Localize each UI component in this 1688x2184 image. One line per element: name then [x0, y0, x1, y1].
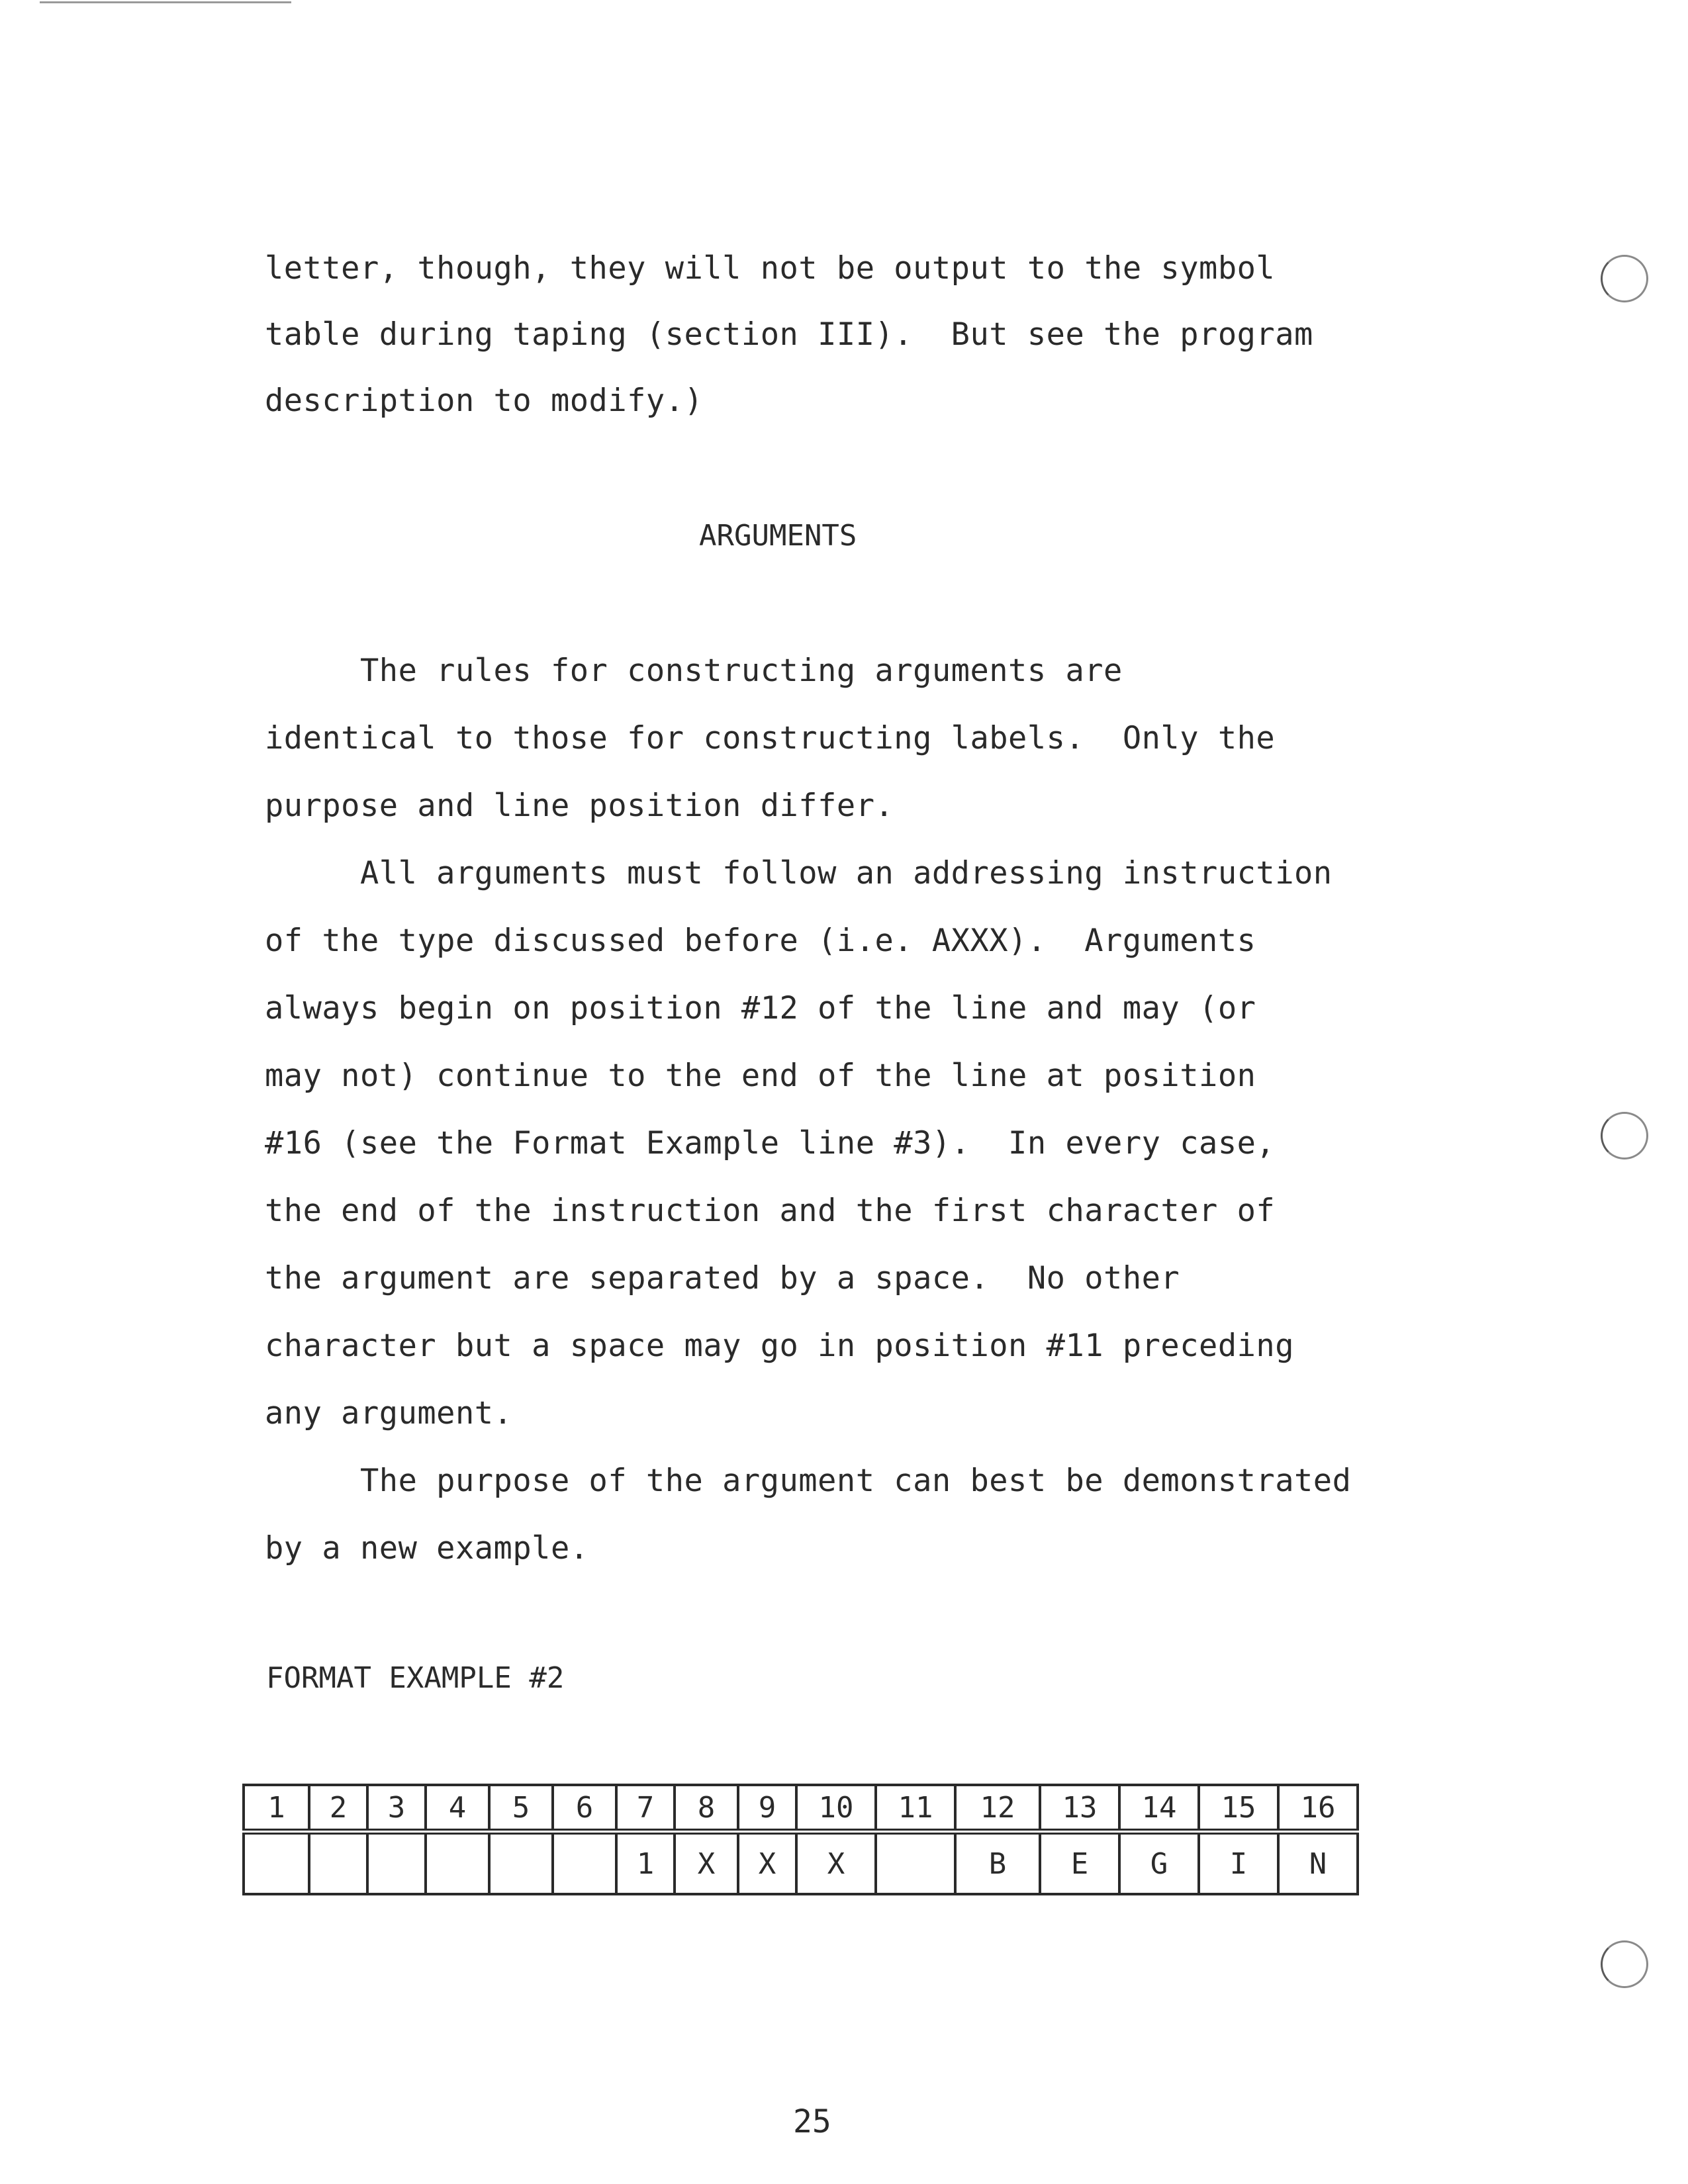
- position-cell: 13: [1040, 1785, 1119, 1832]
- paragraph-line: character but a space may go in position #11 preceding: [265, 1328, 1295, 1364]
- position-cell: 11: [876, 1785, 955, 1832]
- paragraph-line: the end of the instruction and the first character of: [265, 1193, 1276, 1229]
- value-cell: [367, 1832, 426, 1895]
- format-example-title: FORMAT EXAMPLE #2: [266, 1661, 565, 1695]
- value-cell: [876, 1832, 955, 1895]
- binder-hole-top: [1601, 255, 1648, 302]
- value-cell: G: [1119, 1832, 1199, 1895]
- position-cell: 1: [244, 1785, 309, 1832]
- position-cell: 12: [955, 1785, 1040, 1832]
- value-cell: [553, 1832, 616, 1895]
- paragraph-line: #16 (see the Format Example line #3). In every case,: [265, 1125, 1276, 1161]
- paragraph-line: identical to those for constructing labels. Only the: [265, 720, 1276, 756]
- paragraph-line: by a new example.: [265, 1530, 589, 1567]
- position-cell: 7: [616, 1785, 675, 1832]
- position-cell: 5: [489, 1785, 553, 1832]
- body-line: description to modify.): [265, 383, 704, 419]
- value-cell: I: [1199, 1832, 1278, 1895]
- value-cell: [244, 1832, 309, 1895]
- position-cell: 4: [426, 1785, 489, 1832]
- scan-top-rule: [40, 1, 291, 3]
- value-cell: X: [796, 1832, 876, 1895]
- value-cell: X: [738, 1832, 796, 1895]
- position-cell: 8: [675, 1785, 738, 1832]
- paragraph-line: The purpose of the argument can best be demonstrated: [265, 1463, 1352, 1499]
- position-cell: 10: [796, 1785, 876, 1832]
- page-number: 25: [793, 2103, 831, 2140]
- position-cell: 14: [1119, 1785, 1199, 1832]
- position-cell: 6: [553, 1785, 616, 1832]
- value-cell: [309, 1832, 367, 1895]
- position-cell: 15: [1199, 1785, 1278, 1832]
- position-cell: 2: [309, 1785, 367, 1832]
- position-cell: 9: [738, 1785, 796, 1832]
- binder-hole-bottom: [1601, 1940, 1648, 1988]
- paragraph-line: of the type discussed before (i.e. AXXX). Arguments: [265, 923, 1256, 959]
- value-cell: N: [1278, 1832, 1358, 1895]
- paragraph-line: The rules for constructing arguments are: [265, 653, 1123, 689]
- section-heading: ARGUMENTS: [699, 519, 857, 553]
- body-line: letter, though, they will not be output to the symbol: [265, 250, 1276, 287]
- value-row: [244, 1832, 1358, 1895]
- body-line: table during taping (section III). But see the program: [265, 316, 1313, 353]
- value-cell: B: [955, 1832, 1040, 1895]
- format-example-table: [242, 1784, 1359, 1895]
- paragraph-line: always begin on position #12 of the line and may (or: [265, 990, 1256, 1026]
- value-cell: E: [1040, 1832, 1119, 1895]
- value-cell: X: [675, 1832, 738, 1895]
- paragraph-line: any argument.: [265, 1395, 513, 1432]
- position-cell: 3: [367, 1785, 426, 1832]
- value-cell: 1: [616, 1832, 675, 1895]
- position-cell: 16: [1278, 1785, 1358, 1832]
- paragraph-line: All arguments must follow an addressing instruction: [265, 855, 1333, 891]
- paragraph-line: the argument are separated by a space. No other: [265, 1260, 1180, 1297]
- position-header-row: [244, 1785, 1358, 1832]
- value-cell: [489, 1832, 553, 1895]
- value-cell: [426, 1832, 489, 1895]
- paragraph-line: purpose and line position differ.: [265, 788, 894, 824]
- binder-hole-middle: [1601, 1112, 1648, 1160]
- paragraph-line: may not) continue to the end of the line at position: [265, 1058, 1256, 1094]
